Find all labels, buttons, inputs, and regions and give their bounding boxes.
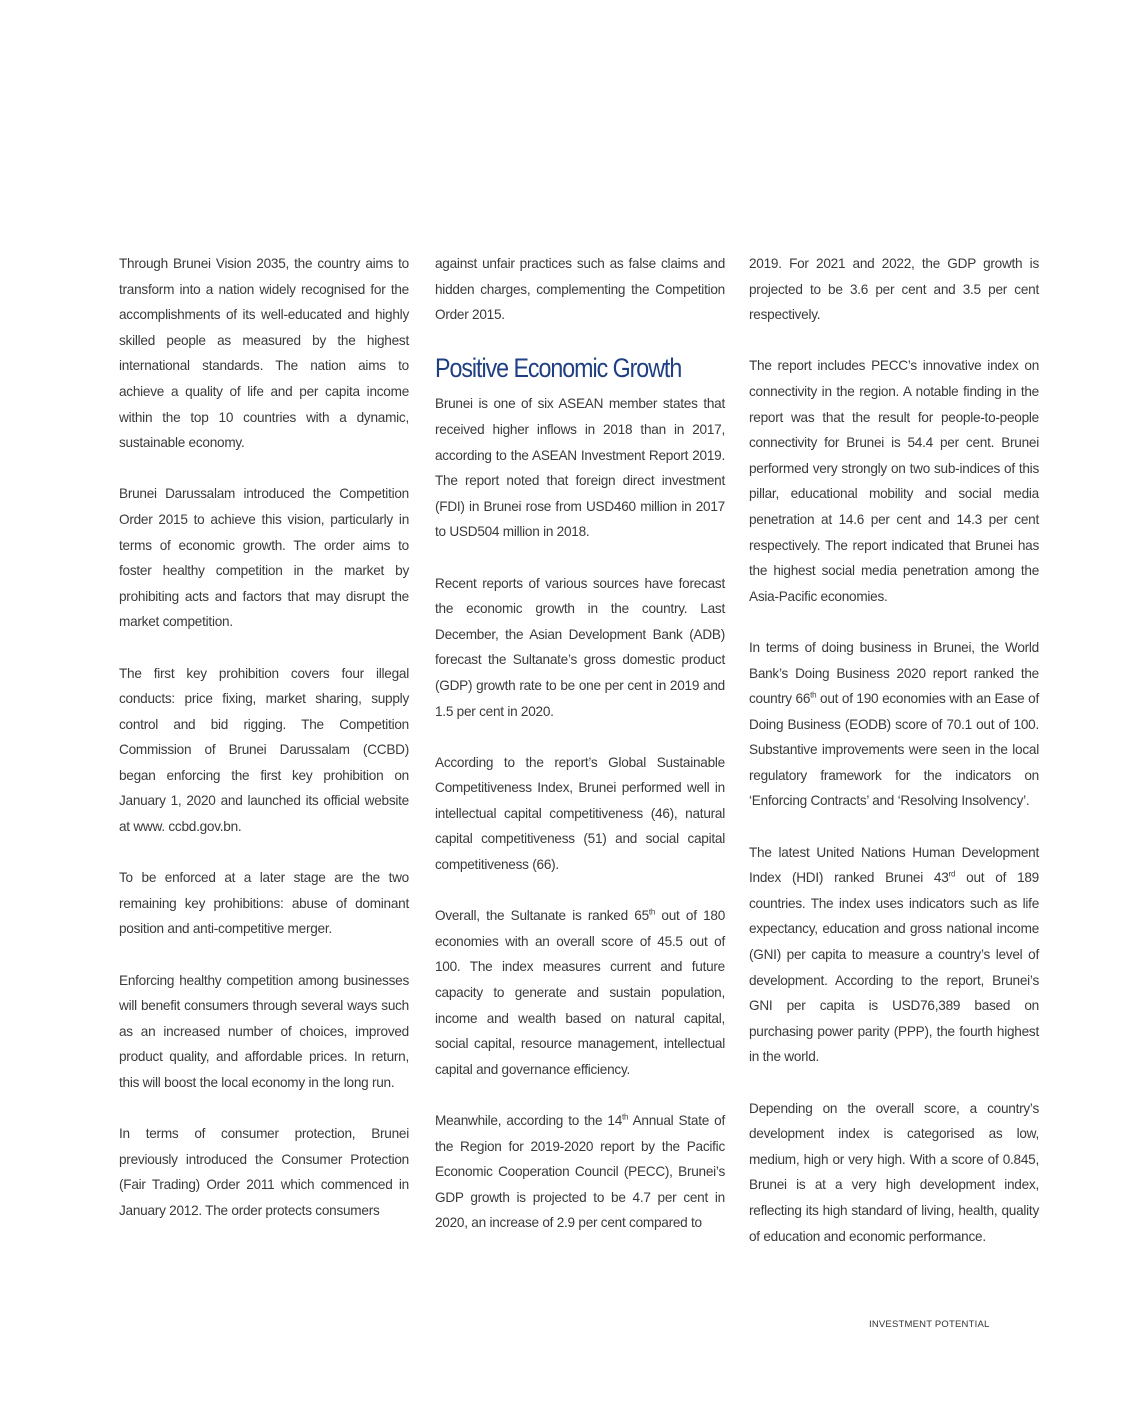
paragraph-pecc-report: Meanwhile, according to the 14th Annual State of the Region for 2019-2020 report by the Pacific Economic Cooperation Council (PECC), Brunei’s GDP growth is projected to be 4.7 per cent in 2020, an increase of 2.9 per cent compared to <box>435 1112 725 1231</box>
paragraph-consumer-protection: In terms of consumer protection, Brunei previously introduced the Consumer Protection (Fair Trading) Order 2011 which commenced in January 2012. The order protects consumers <box>119 1126 409 1218</box>
paragraph-development-index: Depending on the overall score, a country’s development index is categorised as low, medium, high or very high. With a score of 0.845, Brunei is at a very high development index, reflecting its high standard of living, health, quality of education and economic performance. <box>749 1100 1039 1244</box>
paragraph-asean-investment: Brunei is one of six ASEAN member states that received higher inflows in 2018 than in 2017, according to the ASEAN Investment Report 2019. The report noted that foreign direct investment (FDI) in Brunei rose from USD460 million in 2017 to USD504 million in 2018. <box>435 396 725 540</box>
paragraph-doing-business: In terms of doing business in Brunei, the World Bank’s Doing Business 2020 report ranked the country 66th out of 190 economies with an Ease of Doing Business (EODB) score of 70.1 out of 100. Substantive improvements were seen in the local regulatory framework for the indicators on ‘Enforcing Contracts’ and ‘Resolving Insolvency’. <box>749 639 1039 809</box>
column-left <box>119 251 409 1224</box>
paragraph-human-development: The latest United Nations Human Development Index (HDI) ranked Brunei 43rd out of 189 countries. The index uses indicators such as life expectancy, education and gross national income (GNI) per capita to measure a country’s level of development. According to the report, Brunei’s GNI per capita is USD76,389 based on purchasing power parity (PPP), the fourth highest in the world. <box>749 844 1039 1065</box>
paragraph-gdp-projection: 2019. For 2021 and 2022, the GDP growth is projected to be 3.6 per cent and 3.5 per cent respectively. <box>749 256 1039 323</box>
paragraph-consumer-benefits: Enforcing healthy competition among businesses will benefit consumers through several ways such as an increased number of choices, improved product quality, and affordable prices. In return, this will boost the local economy in the long run. <box>119 972 409 1090</box>
paragraph-overall-ranking: Overall, the Sultanate is ranked 65th out of 180 economies with an overall score of 45.5 out of 100. The index measures current and future capacity to generate and sustain population, income and wealth based on natural capital, social capital, resource management, intellectual capital and governance efficiency. <box>435 907 726 1077</box>
paragraph-sustainable-competitiveness: According to the report’s Global Sustainable Competitiveness Index, Brunei performed well in intellectual capital competitiveness (46), natural capital competitiveness (51) and social capital competitiveness (66). <box>435 754 725 873</box>
paragraph-brunei-vision: Through Brunei Vision 2035, the country aims to transform into a nation widely recognised for the accomplishments of its well-educated and highly skilled people as measured by the highest international standards. The nation aims to achieve a quality of life and per capita income within the top 10 countries with a dynamic, sustainable economy. <box>119 256 409 451</box>
paragraph-competition-order: Brunei Darussalam introduced the Competition Order 2015 to achieve this vision, particularly in terms of economic growth. The order aims to foster healthy competition in the market by prohibiting acts and factors that may disrupt the market competition. <box>119 486 409 630</box>
paragraph-first-key-prohibition: The first key prohibition covers four illegal conducts: price fixing, market sharing, supply control and bid rigging. The Competition Commission of Brunei Darussalam (CCBD) began enforcing the first key prohibition on January 1, 2020 and launched its official website at www. ccbd.gov.bn. <box>119 665 409 835</box>
column-middle <box>435 251 725 1236</box>
footer-section-label: INVESTMENT POTENTIAL <box>869 1319 990 1330</box>
paragraph-connectivity-index: The report includes PECC’s innovative index on connectivity in the region. A notable finding in the report was that the result for people-to-people connectivity for Brunei is 54.4 per cent. Brunei performed very strongly on two sub-indices of this pillar, educational mobility and social media penetration at 14.6 per cent and 14.3 per cent respectively. The report indicated that Brunei has the highest social media penetration among the Asia-Pacific economies. <box>749 358 1039 604</box>
section-heading: Positive Economic Growth <box>435 353 682 384</box>
paragraph-unfair-practices: against unfair practices such as false claims and hidden charges, complementing the Competition Order 2015. <box>435 256 725 323</box>
paragraph-adb-forecast: Recent reports of various sources have forecast the economic growth in the country. Last December, the Asian Development Bank (ADB) forecast the Sultanate’s gross domestic product (GDP) growth rate to be one per cent in 2019 and 1.5 per cent in 2020. <box>435 575 725 719</box>
column-right <box>749 251 1039 1249</box>
paragraph-remaining-prohibitions: To be enforced at a later stage are the two remaining key prohibitions: abuse of dominant position and anti-competitive merger. <box>119 870 409 937</box>
